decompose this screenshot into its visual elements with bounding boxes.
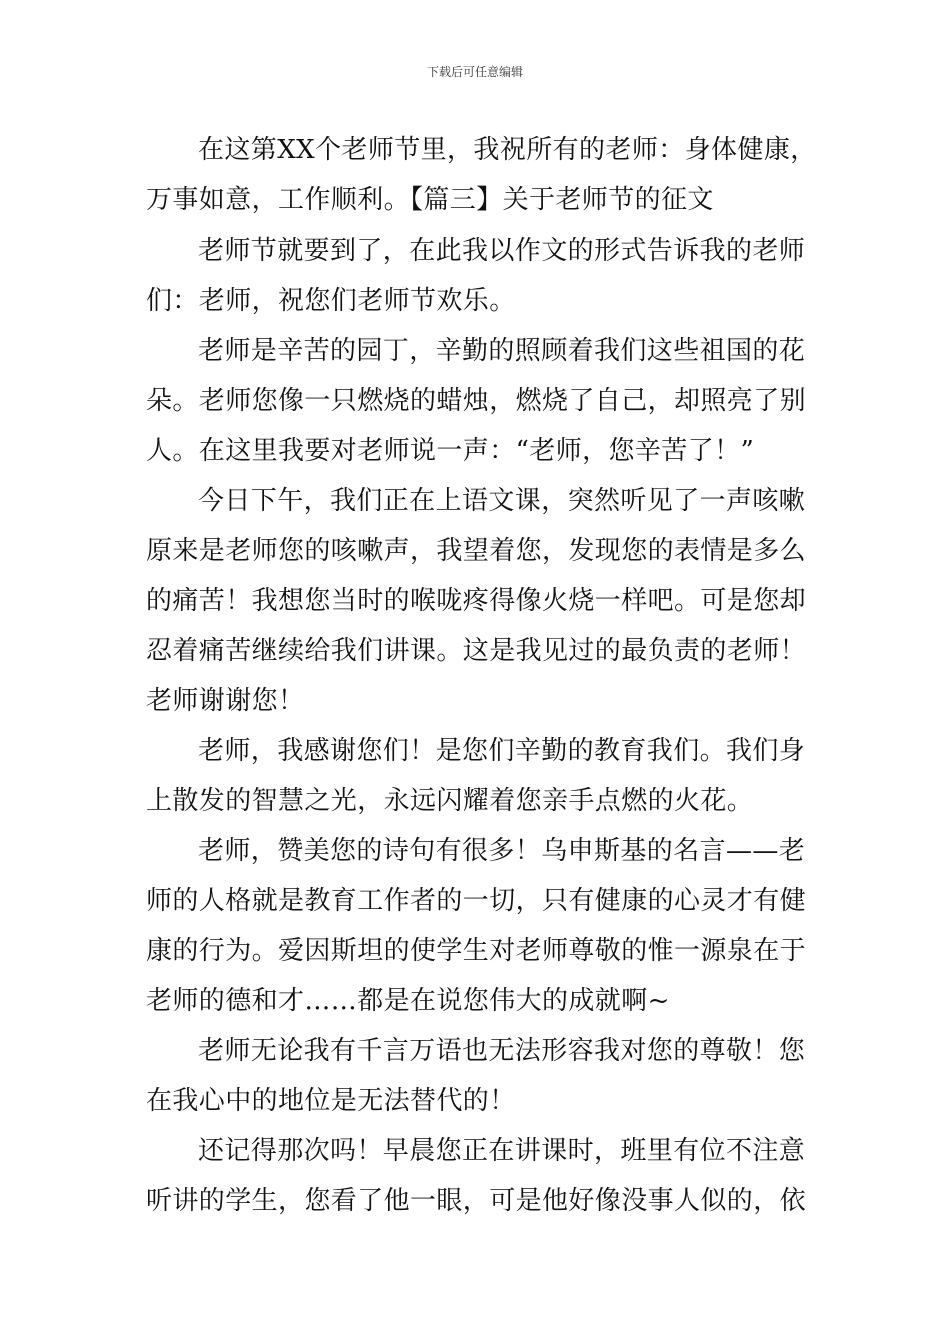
text-line: 上散发的智慧之光，永远闪耀着您亲手点燃的火花。 (146, 786, 754, 816)
text-line: 在这第XX个老师节里，我祝所有的老师：身体健康， (198, 135, 817, 165)
text-line: 师的人格就是教育工作者的一切，只有健康的心灵才有健 (146, 886, 807, 916)
text-line: 忍着痛苦继续给我们讲课。这是我见过的最负责的老师！ (146, 636, 807, 666)
text-line: 人。在这里我要对老师说一声：“老师，您辛苦了！” (146, 436, 755, 466)
text-line: 在我心中的地位是无法替代的！ (146, 1086, 516, 1116)
text-line: 朵。老师您像一只燃烧的蜡烛，燃烧了自己，却照亮了别 (146, 386, 807, 416)
text-line: 的痛苦！我想您当时的喉咙疼得像火烧一样吧。可是您却 (146, 586, 807, 616)
text-line: 们：老师，祝您们老师节欢乐。 (146, 286, 516, 316)
text-line: 万事如意，工作顺利。【篇三】关于老师节的征文 (146, 185, 714, 215)
text-line: 老师是辛苦的园丁，辛勤的照顾着我们这些祖国的花 (198, 336, 806, 366)
text-line: 老师的德和才……都是在说您伟大的成就啊~ (146, 986, 670, 1016)
text-line: 听讲的学生，您看了他一眼，可是他好像没事人似的，依 (146, 1186, 807, 1216)
text-line: 今日下午，我们正在上语文课，突然听见了一声咳嗽 (198, 486, 806, 516)
page-header-note: 下载后可任意编辑 (426, 65, 523, 79)
text-line: 康的行为。爱因斯坦的使学生对老师尊敬的惟一源泉在于 (146, 936, 807, 966)
text-line: 老师，赞美您的诗句有很多！乌申斯基的名言——老 (198, 836, 806, 866)
text-line: 老师节就要到了，在此我以作文的形式告诉我的老师 (198, 236, 806, 266)
text-line: 老师，我感谢您们！是您们辛勤的教育我们。我们身 (198, 736, 806, 766)
text-line: 老师谢谢您！ (146, 686, 305, 716)
text-line: 老师无论我有千言万语也无法形容我对您的尊敬！您 (198, 1036, 806, 1066)
text-line: 原来是老师您的咳嗽声，我望着您，发现您的表情是多么 (146, 536, 807, 566)
text-line: 还记得那次吗！早晨您正在讲课时，班里有位不注意 (198, 1136, 806, 1166)
